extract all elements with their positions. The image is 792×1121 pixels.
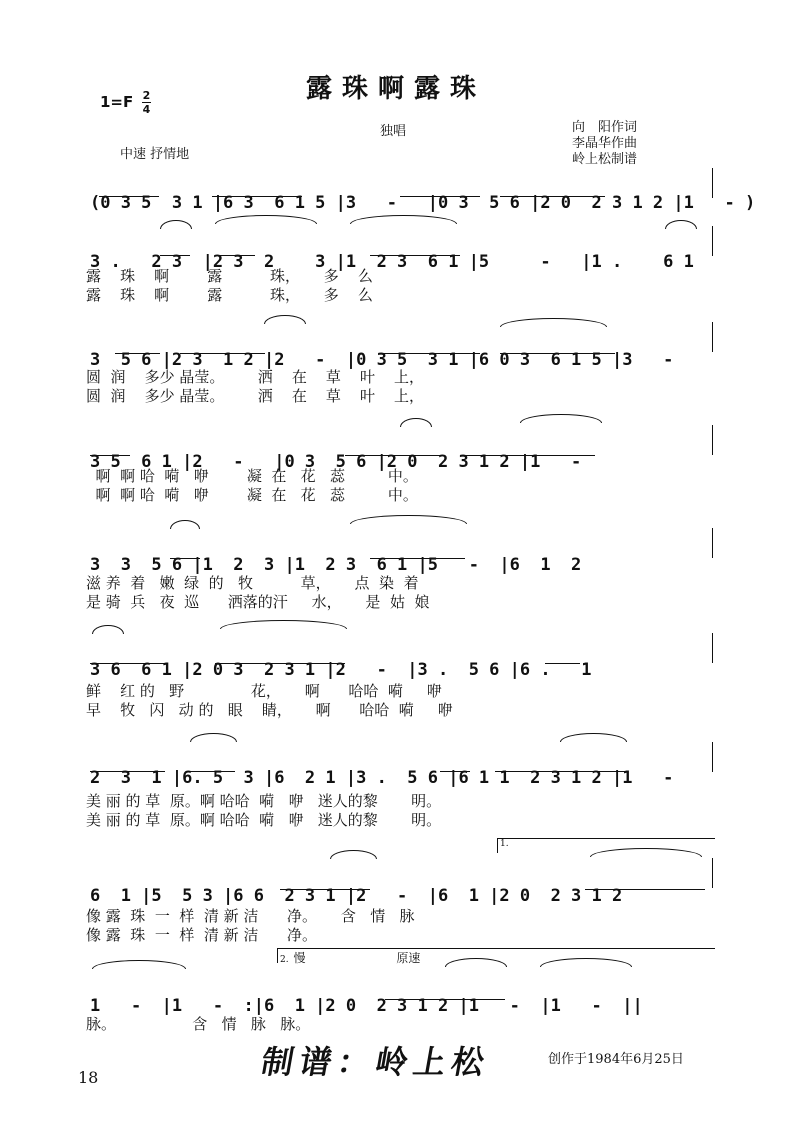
system-8-notes xyxy=(90,866,623,906)
beam xyxy=(99,196,159,197)
tempo-original-marking: 原速 xyxy=(396,951,421,965)
slur xyxy=(190,733,237,742)
system-5-lyrics-2: 是 骑 兵 夜 巡 洒落的汗 水， 是 姑 娘 xyxy=(86,593,430,611)
beam xyxy=(190,771,235,772)
slur xyxy=(215,215,317,224)
engraver-credit: 岭上松制谱 xyxy=(572,152,638,167)
beam xyxy=(170,558,200,559)
performance-type: 独唱 xyxy=(380,124,407,139)
beam xyxy=(180,353,265,354)
system-9-notes xyxy=(90,976,643,1016)
beam xyxy=(90,455,130,456)
slur xyxy=(92,960,186,969)
system-5-notes xyxy=(90,535,582,575)
beam xyxy=(90,663,165,664)
system-3-lyrics-1: 圆 润 多少 晶莹。 洒 在 草 叶 上， xyxy=(86,368,425,386)
engraver-signature: 制谱：岭上松 xyxy=(258,1043,494,1081)
slur xyxy=(160,220,192,229)
beam xyxy=(215,663,345,664)
system-5-lyrics-1: 滋 养 着 嫩 绿 的 牧 草， 点 染 着 xyxy=(86,574,419,592)
barline xyxy=(712,425,713,455)
system-7-notes xyxy=(90,748,674,788)
slur xyxy=(92,625,124,634)
beam xyxy=(370,558,465,559)
lyricist-credit: 向 阳作词 xyxy=(572,120,638,135)
beam xyxy=(500,196,605,197)
tempo-marking: 中速 抒情地 xyxy=(120,147,190,162)
beam xyxy=(212,196,302,197)
volta-2-label: 2. xyxy=(280,955,289,965)
beam xyxy=(380,353,480,354)
page-number: 18 xyxy=(78,1068,99,1087)
key-signature: 1=F xyxy=(100,93,134,111)
slur xyxy=(264,315,306,324)
slur xyxy=(665,220,697,229)
beam xyxy=(500,353,615,354)
system-6-lyrics-2: 早 牧 闪 动 的 眼 睛， 啊 哈哈 嗬 咿 xyxy=(86,701,453,719)
barline xyxy=(712,858,713,888)
system-6-notes xyxy=(90,640,592,680)
system-9-notation: 1 - |1 - :|6 1 |2 0 2 3 1 2 |1 - |1 - || xyxy=(90,996,643,1016)
tempo-slow-marking: 慢 xyxy=(293,951,306,965)
beam xyxy=(115,353,160,354)
system-7-notation: 2 3 1 |6. 5 3 |6 2 1 |3 . 5 6 |6 1 1 2 3 1 2 |1 - xyxy=(90,768,674,788)
system-8-lyrics-2: 像 露 珠 一 样 清 新 洁 净。 xyxy=(86,926,318,944)
barline xyxy=(712,226,713,256)
composition-date: 创作于1984年6月25日 xyxy=(548,1052,684,1067)
time-signature-top: 2 xyxy=(142,89,151,102)
beam xyxy=(545,663,580,664)
time-signature xyxy=(142,90,151,115)
system-6-notation: 3 6 6 1 |2 0 3 2 3 1 |2 - |3 . 5 6 |6 . 1 xyxy=(90,660,592,680)
system-3-notation: 3 5 6 |2 3 1 2 |2 - |0 3 5 3 1 |6 0 3 6 1 5 |3 - xyxy=(90,350,674,370)
beam xyxy=(370,255,460,256)
system-1-notation: (0 3 5 3 1 |6 3 6 1 5 |3 - |0 3 5 6 |2 0 2 3 1 2 |1 - ) xyxy=(90,193,756,213)
system-1-notes xyxy=(90,173,756,213)
composer-credit: 李晶华作曲 xyxy=(572,136,638,151)
slur xyxy=(170,520,200,529)
beam xyxy=(440,771,470,772)
beam xyxy=(345,455,445,456)
system-7-lyrics-1: 美 丽 的 草 原。啊 哈哈 嗬 咿 迷人的黎 明。 xyxy=(86,792,442,810)
slur xyxy=(220,620,347,629)
system-2-lyrics-2: 露 珠 啊 露 珠， 多 么 xyxy=(86,286,373,304)
slur xyxy=(350,515,467,524)
beam xyxy=(90,771,165,772)
barline xyxy=(712,742,713,772)
barline xyxy=(712,633,713,663)
barline xyxy=(712,528,713,558)
system-2-lyrics-1: 露 珠 啊 露 珠， 多 么 xyxy=(86,267,373,285)
volta-1-label: 1. xyxy=(500,839,509,849)
beam xyxy=(400,196,480,197)
system-7-lyrics-2: 美 丽 的 草 原。啊 哈哈 嗬 咿 迷人的黎 明。 xyxy=(86,811,442,829)
beam xyxy=(460,455,595,456)
system-5-notation: 3 3 5 6 |1 2 3 |1 2 3 6 1 |5 - |6 1 2 xyxy=(90,555,582,575)
beam xyxy=(495,771,625,772)
song-title: 露珠啊露珠 xyxy=(305,74,486,104)
system-3-lyrics-2: 圆 润 多少 晶莹。 洒 在 草 叶 上， xyxy=(86,387,425,405)
slur xyxy=(500,318,607,327)
system-8-notation: 6 1 |5 5 3 |6 6 2 3 1 |2 - |6 1 |2 0 2 3 1 2 xyxy=(90,886,623,906)
beam xyxy=(160,255,190,256)
system-3-notes xyxy=(90,330,674,370)
slur xyxy=(350,215,457,224)
beam xyxy=(585,889,705,890)
system-6-lyrics-1: 鲜 红 的 野 花， 啊 哈哈 嗬 咿 xyxy=(86,682,442,700)
beam xyxy=(280,889,370,890)
system-9-lyrics-1: 脉。 含 情 脉 脉。 xyxy=(86,1015,311,1033)
slur xyxy=(330,850,377,859)
slur xyxy=(520,414,602,423)
beam xyxy=(215,255,255,256)
system-4-lyrics-1: 啊 啊 哈 嗬 咿 凝 在 花 蕊 中。 xyxy=(86,467,418,485)
slur xyxy=(560,733,627,742)
system-4-notation: 3 5 6 1 |2 - |0 3 5 6 |2 0 2 3 1 2 |1 - xyxy=(90,452,582,472)
system-4-lyrics-2: 啊 啊 哈 嗬 咿 凝 在 花 蕊 中。 xyxy=(86,486,418,504)
system-8-lyrics-1: 像 露 珠 一 样 清 新 洁 净。 含 情 脉 xyxy=(86,907,415,925)
time-signature-bottom: 4 xyxy=(142,103,151,116)
system-2-notation: 3 . 2 3 |2 3 2 3 |1 2 3 6 1 |5 - |1 . 6 1 xyxy=(90,252,694,272)
barline xyxy=(712,322,713,352)
slur xyxy=(400,418,432,427)
beam xyxy=(385,999,505,1000)
credits xyxy=(572,120,637,168)
barline xyxy=(712,168,713,198)
